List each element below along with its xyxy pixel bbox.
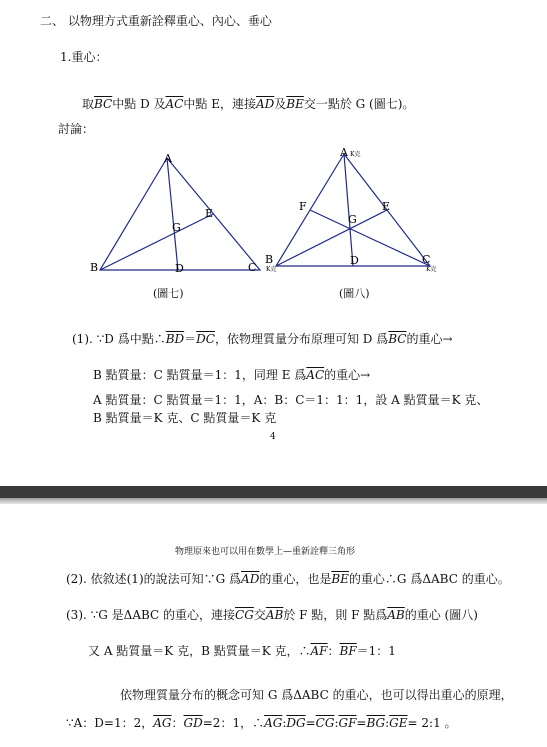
label-a: A [164, 152, 172, 165]
label-g: G [172, 221, 181, 234]
figure-8-triangle [262, 144, 452, 279]
item-1-line-2: B 點質量：C 點質量＝1：1，同理 E 爲$\overline{AC}$的重心→ [93, 368, 371, 382]
label-c: C [422, 253, 431, 266]
label-e: E [382, 200, 391, 213]
item-1-line-4: B 點質量＝K 克、C 點質量＝K 克 [93, 411, 277, 425]
label-a-mass: K克 [350, 151, 361, 158]
subsection-heading: 1.重心： [60, 50, 108, 64]
triangle-abc [100, 158, 260, 270]
label-b: B [90, 261, 99, 274]
conclusion-paragraph: 依物理質量分布的概念可知 G 爲ΔABC 的重心，也可以得出重心的原理， [120, 688, 513, 702]
item-1-line-3: A 點質量：C 點質量＝1：1，A：B：C＝1：1：1，設 A 點質量＝K 克、 [93, 393, 489, 407]
section-heading: 二、 以物理方式重新詮釋重心、內心、垂心 [40, 14, 272, 28]
mass-ratio-line: 又 A 點質量＝K 克，B 點質量＝K 克，$\therefore\overline{AF}$：$\overline{BF}=1$：1 [88, 644, 396, 658]
item-3: (3). ∵G 是ΔABC 的重心，連接$\overline{CG}$交$\overline{AB}$於 F 點，則 F 點爲$\overline{AB}$的重心 (圖八) [66, 608, 478, 622]
figure-7-caption: (圖七) [153, 287, 184, 300]
figure-7-triangle [85, 148, 275, 278]
label-g: G [348, 213, 357, 226]
item-1: (1). ∵D 爲中點$\therefore\overline{BD}=\overline{DC}$，依物理質量分布原理可知 D 爲$\overline{BC}$的重心→ [72, 332, 453, 346]
page-separator [0, 486, 547, 498]
figure-8-caption: (圖八) [339, 287, 370, 300]
item-2: (2). 依敘述(1)的說法可知∵G 爲$\overline{AD}$的重心，也是$\overline{BE}$的重心∴G 爲ΔABC 的重心。 [66, 572, 510, 586]
discussion-label: 討論： [58, 122, 95, 136]
label-f: F [299, 200, 307, 213]
median-ad [167, 158, 178, 270]
label-c: C [248, 261, 257, 274]
page-number: 4 [270, 432, 276, 442]
page-header: 物理原來也可以用在數學上—重新詮釋三角形 [175, 547, 356, 557]
label-e: E [205, 207, 214, 220]
ratio-line: ∵A：D=1：2，$\overline{AG}$：$\overline{GD}=2$：1，$\therefore\overline{AG}:\overline{DG}=\overline{CG}:\overline{GF}=\overline{BG}:\overline{GE}=$ 2:1 。 [66, 716, 457, 730]
label-a: A [340, 146, 348, 159]
intro-sentence: 取$\overline{BC}$中點 D 及$\overline{AC}$中點 E，連接$\overline{AD}$及$\overline{BE}$交一點於 G (圖七)。 [82, 97, 415, 111]
page-separator-shadow [0, 498, 547, 504]
label-b-mass: K克 [266, 266, 277, 273]
label-d: D [350, 254, 359, 267]
label-d: D [175, 262, 184, 275]
median-ad [344, 154, 353, 266]
label-b: B [265, 253, 274, 266]
label-c-mass: K克 [426, 266, 437, 273]
